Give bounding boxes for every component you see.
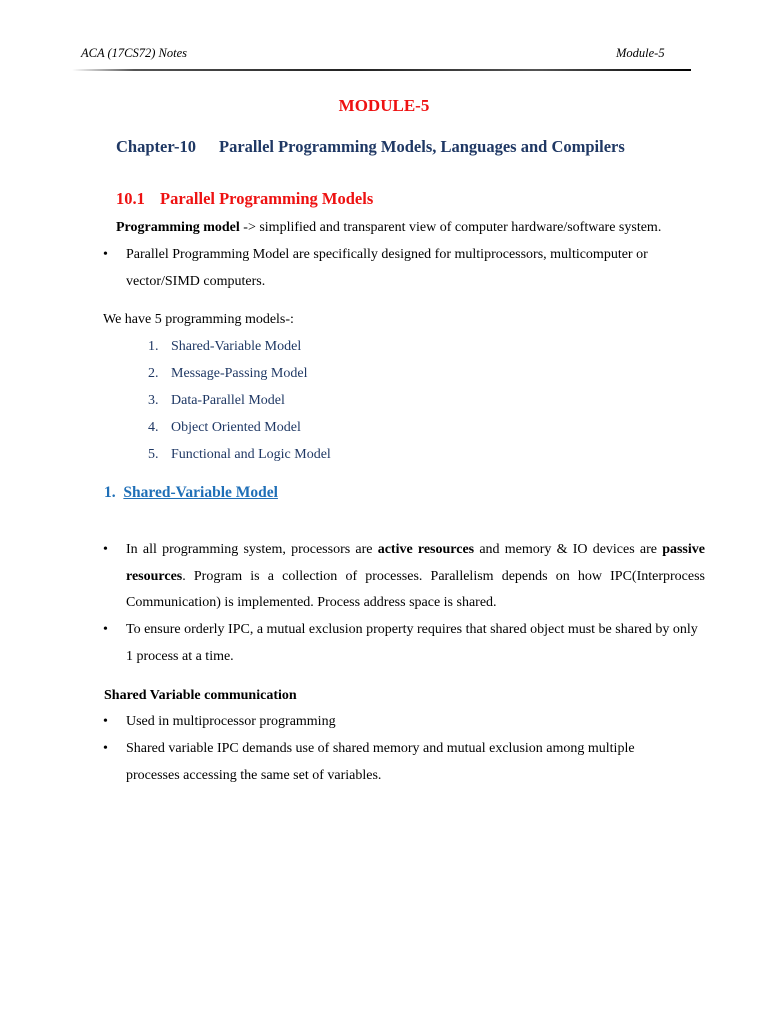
bullet-marker: • bbox=[103, 741, 108, 756]
bullet-marker: • bbox=[103, 714, 108, 729]
list-item-number: 2. bbox=[148, 366, 159, 381]
bullet-text-line: Parallel Programming Model are specifically designed for multiprocessors, multicomputer or bbox=[126, 247, 648, 262]
comm-bullet-text: Used in multiprocessor programming bbox=[126, 714, 336, 729]
bullet-marker: • bbox=[103, 542, 108, 557]
comm-heading: Shared Variable communication bbox=[104, 688, 297, 703]
list-item-number: 1. bbox=[148, 339, 159, 354]
list-item-label: Functional and Logic Model bbox=[171, 447, 331, 462]
programming-model-definition bbox=[116, 215, 661, 242]
mutual-exclusion-paragraph: To ensure orderly IPC, a mutual exclusion property requires that shared object must be shared by only 1 process at a time. bbox=[126, 622, 698, 664]
chapter-number: Chapter-10 bbox=[116, 137, 197, 156]
list-item-label: Data-Parallel Model bbox=[171, 393, 285, 408]
section-title: Parallel Programming Models bbox=[160, 189, 374, 208]
subsection-heading bbox=[104, 484, 278, 502]
chapter-title: Parallel Programming Models, Languages and Compilers bbox=[219, 137, 625, 156]
definition-term: Programming model bbox=[116, 220, 240, 235]
running-header-left: ACA (17CS72) Notes bbox=[81, 46, 188, 60]
active-resources-term: active resources bbox=[377, 542, 475, 557]
header-rule bbox=[72, 69, 691, 71]
list-item-label: Object Oriented Model bbox=[171, 420, 301, 435]
resources-paragraph bbox=[126, 537, 705, 617]
list-item-label: Message-Passing Model bbox=[171, 366, 308, 381]
subsection-number: 1. bbox=[104, 484, 116, 501]
bullet-marker: • bbox=[103, 622, 108, 637]
passive-resources-term: passive resources bbox=[126, 542, 705, 584]
bullet-text-line: vector/SIMD computers. bbox=[126, 274, 266, 289]
list-item-number: 5. bbox=[148, 447, 159, 462]
list-item-label: Shared-Variable Model bbox=[171, 339, 302, 354]
module-title: MODULE-5 bbox=[338, 96, 430, 115]
comm-bullet-text: Shared variable IPC demands use of shared memory and mutual exclusion among multiple bbox=[126, 741, 635, 756]
bullet-marker: • bbox=[103, 247, 108, 262]
resources-text: and memory & IO devices are bbox=[474, 542, 663, 557]
section-heading bbox=[116, 189, 373, 209]
list-item-number: 4. bbox=[148, 420, 159, 435]
comm-bullet-text: processes accessing the same set of variables. bbox=[126, 768, 382, 783]
resources-text: . Program is a collection of processes. Parallelism depends on how IPC(Interprocess Communication) is implemented. Process address space is shared. bbox=[126, 568, 705, 611]
models-intro: We have 5 programming models-: bbox=[103, 312, 294, 327]
resources-text: In all programming system, processors are bbox=[126, 542, 378, 557]
chapter-heading bbox=[116, 137, 625, 157]
section-number: 10.1 bbox=[116, 189, 145, 208]
list-item-number: 3. bbox=[148, 393, 159, 408]
definition-text: -> simplified and transparent view of computer hardware/software system. bbox=[239, 220, 662, 235]
running-header-right: Module-5 bbox=[616, 46, 665, 60]
subsection-title-link[interactable]: Shared-Variable Model bbox=[123, 484, 278, 501]
